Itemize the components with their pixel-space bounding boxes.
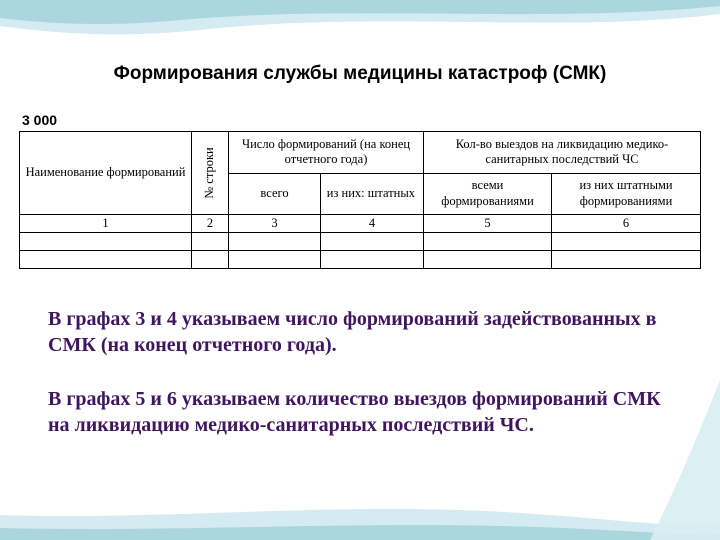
table-cell <box>424 233 552 251</box>
note-columns-5-6: В графах 5 и 6 указываем количество выездов формирований СМК на ликвидацию медико-санитарных последствий ЧС. <box>48 388 661 436</box>
header-trips-group: Кол-во выездов на ликвидацию медико-санитарных последствий ЧС <box>424 132 701 174</box>
column-number: 5 <box>424 215 552 233</box>
header-by-all: всеми формированиями <box>424 173 552 215</box>
table-cell <box>424 251 552 269</box>
header-count-group: Число формирований (на конец отчетного года) <box>229 132 424 174</box>
table-cell <box>552 233 701 251</box>
table-cell <box>321 251 424 269</box>
column-number: 1 <box>20 215 192 233</box>
table-cell <box>192 233 229 251</box>
table-cell <box>20 251 192 269</box>
table-cell <box>20 233 192 251</box>
page-title: Формирования службы медицины катастроф (СМК) <box>113 63 607 84</box>
header-of-them-staff: из них: штатных <box>321 173 424 215</box>
header-name: Наименование формирований <box>20 132 192 215</box>
column-number-row <box>20 215 701 233</box>
note-columns-3-4: В графах 3 и 4 указываем число формирований задействованных в СМК (на конец отчетного года). <box>48 308 657 356</box>
column-number: 3 <box>229 215 321 233</box>
table-cell <box>321 233 424 251</box>
column-number: 2 <box>192 215 229 233</box>
header-row-number: № строки <box>192 132 229 215</box>
column-number: 6 <box>552 215 701 233</box>
report-table <box>19 131 701 269</box>
header-total: всего <box>229 173 321 215</box>
table-cell <box>229 251 321 269</box>
form-code: 3 000 <box>22 112 58 128</box>
table-row <box>20 233 701 251</box>
header-by-staff: из них штатными формированиями <box>552 173 701 215</box>
table-row <box>20 251 701 269</box>
table-cell <box>552 251 701 269</box>
table-cell <box>229 233 321 251</box>
header-row-1 <box>20 132 701 174</box>
table-cell <box>192 251 229 269</box>
column-number: 4 <box>321 215 424 233</box>
